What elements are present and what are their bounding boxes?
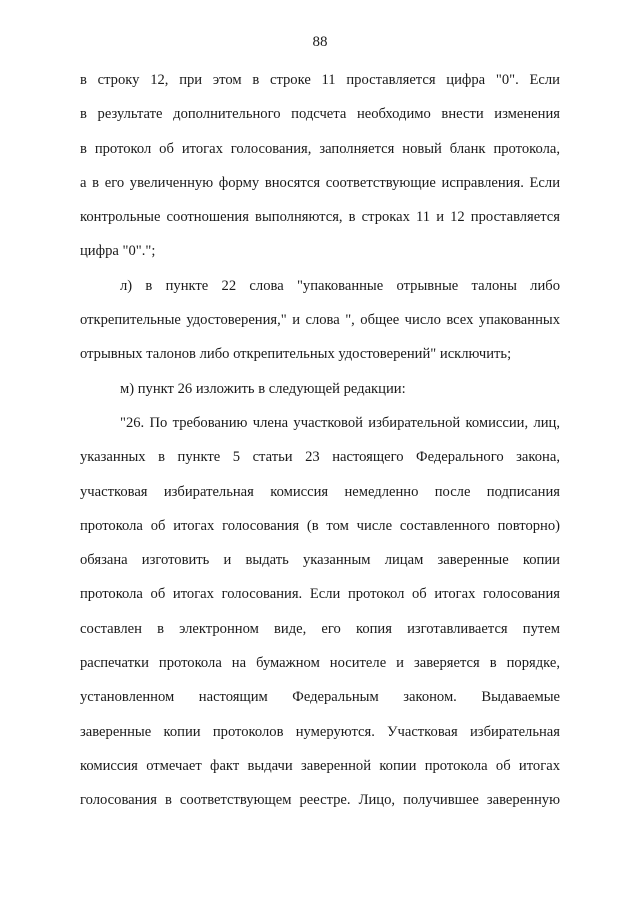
- text-line: обязана изготовить и выдать указанным лицам заверенные копии: [80, 552, 560, 569]
- text-line: распечатки протокола на бумажном носителе и заверяется в порядке,: [80, 655, 560, 672]
- text-line: открепительные удостоверения," и слова ", общее число всех упакованных: [80, 312, 560, 329]
- text-line: установленном настоящим Федеральным законом. Выдаваемые: [80, 689, 560, 706]
- page-number: 88: [312, 34, 328, 50]
- text-line: отрывных талонов либо открепительных удостоверений" исключить;: [80, 346, 512, 363]
- text-line: составлен в электронном виде, его копия изготавливается путем: [80, 620, 560, 637]
- text-line: протокола об итогах голосования (в том числе составленного повторно): [80, 517, 560, 534]
- text-line: заверенные копии протоколов нумеруются. Участковая избирательная: [80, 723, 560, 740]
- text-line: указанных в пункте 5 статьи 23 настоящего Федерального закона,: [80, 449, 560, 466]
- text-line: в строку 12, при этом в строке 11 проставляется цифра "0". Если: [80, 72, 560, 88]
- body-text: [80, 63, 560, 818]
- text-line: контрольные соотношения выполняются, в строках 11 и 12 проставляется: [80, 209, 560, 226]
- text-line: "26. По требованию члена участковой избирательной комиссии, лиц,: [120, 414, 560, 431]
- text-line: а в его увеличенную форму вносятся соответствующие исправления. Если: [80, 174, 560, 191]
- text-line: л) в пункте 22 слова "упакованные отрывные талоны либо: [120, 277, 560, 294]
- text-line: участковая избирательная комиссия немедленно после подписания: [80, 483, 560, 500]
- text-line: в протокол об итогах голосования, заполняется новый бланк протокола,: [80, 140, 560, 157]
- text-line: голосования в соответствующем реестре. Лицо, получившее заверенную: [80, 792, 560, 809]
- text-line: цифра "0".";: [80, 243, 156, 260]
- text-line: комиссия отмечает факт выдачи заверенной копии протокола об итогах: [80, 757, 560, 774]
- text-line: в результате дополнительного подсчета необходимо внести изменения: [80, 106, 560, 123]
- text-line: м) пункт 26 изложить в следующей редакции:: [120, 380, 406, 397]
- text-line: протокола об итогах голосования. Если протокол об итогах голосования: [80, 586, 560, 603]
